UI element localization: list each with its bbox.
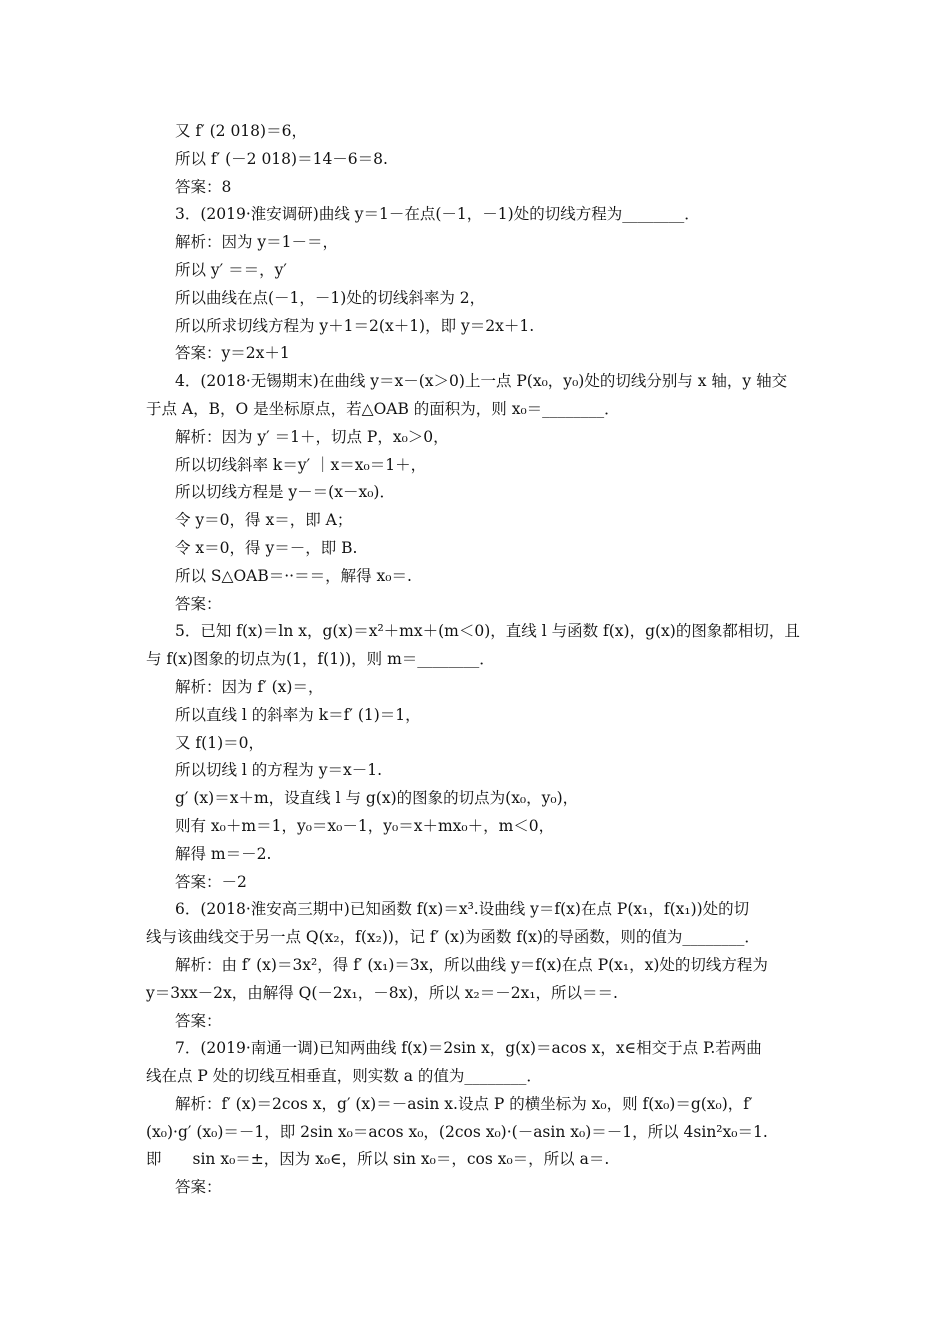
text-line: 又 f′ (2 018)＝6， <box>175 122 307 140</box>
text-line: 解析：f′ (x)＝2cos x，g′ (x)＝－asin x.设点 P 的横坐标为 x₀，则 f(x₀)＝g(x₀)，f′ <box>175 1094 753 1113</box>
text-line: 所以 S△OAB＝··＝＝，解得 x₀＝. <box>175 566 412 585</box>
text-line: 与 f(x)图象的切点为(1，f(1))，则 m＝________． <box>146 650 495 669</box>
problem-6: 6．(2018·淮安高三期中)已知函数 f(x)＝x³.设曲线 y＝f(x)在点 P(x₁，f(x₁))处的切 <box>175 900 750 919</box>
text-line: 解析：因为 y′ ＝1＋，切点 P，x₀＞0， <box>175 427 449 446</box>
text-line: 所以切线斜率 k＝y′ ｜x＝x₀＝1＋， <box>175 455 427 474</box>
text-line: 又 f(1)＝0， <box>175 733 264 752</box>
text-line: 则有 x₀＋m＝1，y₀＝x₀－1，y₀＝x＋mx₀＋，m＜0， <box>175 816 555 835</box>
text-line: 即 sin x₀＝±，因为 x₀∈，所以 sin x₀＝，cos x₀＝，所以 a＝. <box>146 1150 610 1169</box>
text-line: 所以 y′ ＝＝，y′ <box>175 260 287 279</box>
text-line: 所以曲线在点(－1，－1)处的切线斜率为 2， <box>175 288 486 307</box>
answer-line: 答案： <box>175 1011 222 1030</box>
problem-4: 4．(2018·无锡期末)在曲线 y＝x－(x＞0)上一点 P(x₀，y₀)处的切线分别与 x 轴，y 轴交 <box>175 372 788 391</box>
text-line: 解析：因为 f′ (x)＝， <box>175 677 324 696</box>
text-line: (x₀)·g′ (x₀)＝－1，即 2sin x₀＝acos x₀，(2cos x₀)·(－asin x₀)＝－1，所以 4sin²x₀＝1. <box>146 1122 768 1141</box>
text-line: 解得 m＝－2. <box>175 844 272 863</box>
text-line: y＝3xx－2x，由解得 Q(－2x₁，－8x)，所以 x₂＝－2x₁，所以＝＝. <box>146 983 618 1002</box>
answer-line: 答案：－2 <box>175 872 247 891</box>
text-line: 所以切线 l 的方程为 y＝x－1. <box>175 761 383 780</box>
answer-line: 答案： <box>175 1178 222 1197</box>
text-line: 所以直线 l 的斜率为 k＝f′ (1)＝1， <box>175 705 421 724</box>
answer-line: 答案：8 <box>175 177 232 196</box>
answer-line: 答案：y＝2x＋1 <box>175 344 290 363</box>
answer-line: 答案： <box>175 594 222 613</box>
text-line: 令 y＝0，得 x＝，即 A； <box>175 511 353 530</box>
text-line: 解析：由 f′ (x)＝3x²，得 f′ (x₁)＝3x，所以曲线 y＝f(x)在点 P(x₁，x)处的切线方程为 <box>175 955 768 974</box>
problem-7: 7．(2019·南通一调)已知两曲线 f(x)＝2sin x，g(x)＝acos x，x∈相交于点 P.若两曲 <box>175 1039 762 1058</box>
text-line: 解析：因为 y＝1－＝， <box>175 233 339 252</box>
text-line: 令 x＝0，得 y＝－，即 B. <box>175 538 358 557</box>
problem-5: 5．已知 f(x)＝ln x，g(x)＝x²＋mx＋(m＜0)，直线 l 与函数 f(x)，g(x)的图象都相切，且 <box>175 622 800 641</box>
text-line: g′ (x)＝x＋m，设直线 l 与 g(x)的图象的切点为(x₀，y₀)， <box>175 789 579 808</box>
text-line: 于点 A，B，O 是坐标原点，若△OAB 的面积为，则 x₀＝________． <box>146 399 620 418</box>
text-line: 线与该曲线交于另一点 Q(x₂，f(x₂))，记 f′ (x)为函数 f(x)的导函数，则的值为________． <box>146 928 760 947</box>
text-line: 所以所求切线方程为 y＋1＝2(x＋1)，即 y＝2x＋1. <box>175 316 535 335</box>
text-line: 所以 f′ (－2 018)＝14－6＝8. <box>175 149 388 168</box>
document-page <box>146 118 816 1202</box>
text-line: 所以切线方程是 y－＝(x－x₀)． <box>175 483 395 502</box>
text-line: 线在点 P 处的切线互相垂直，则实数 a 的值为________． <box>146 1067 542 1086</box>
problem-3: 3．(2019·淮安调研)曲线 y＝1－在点(－1，－1)处的切线方程为________． <box>175 205 700 224</box>
